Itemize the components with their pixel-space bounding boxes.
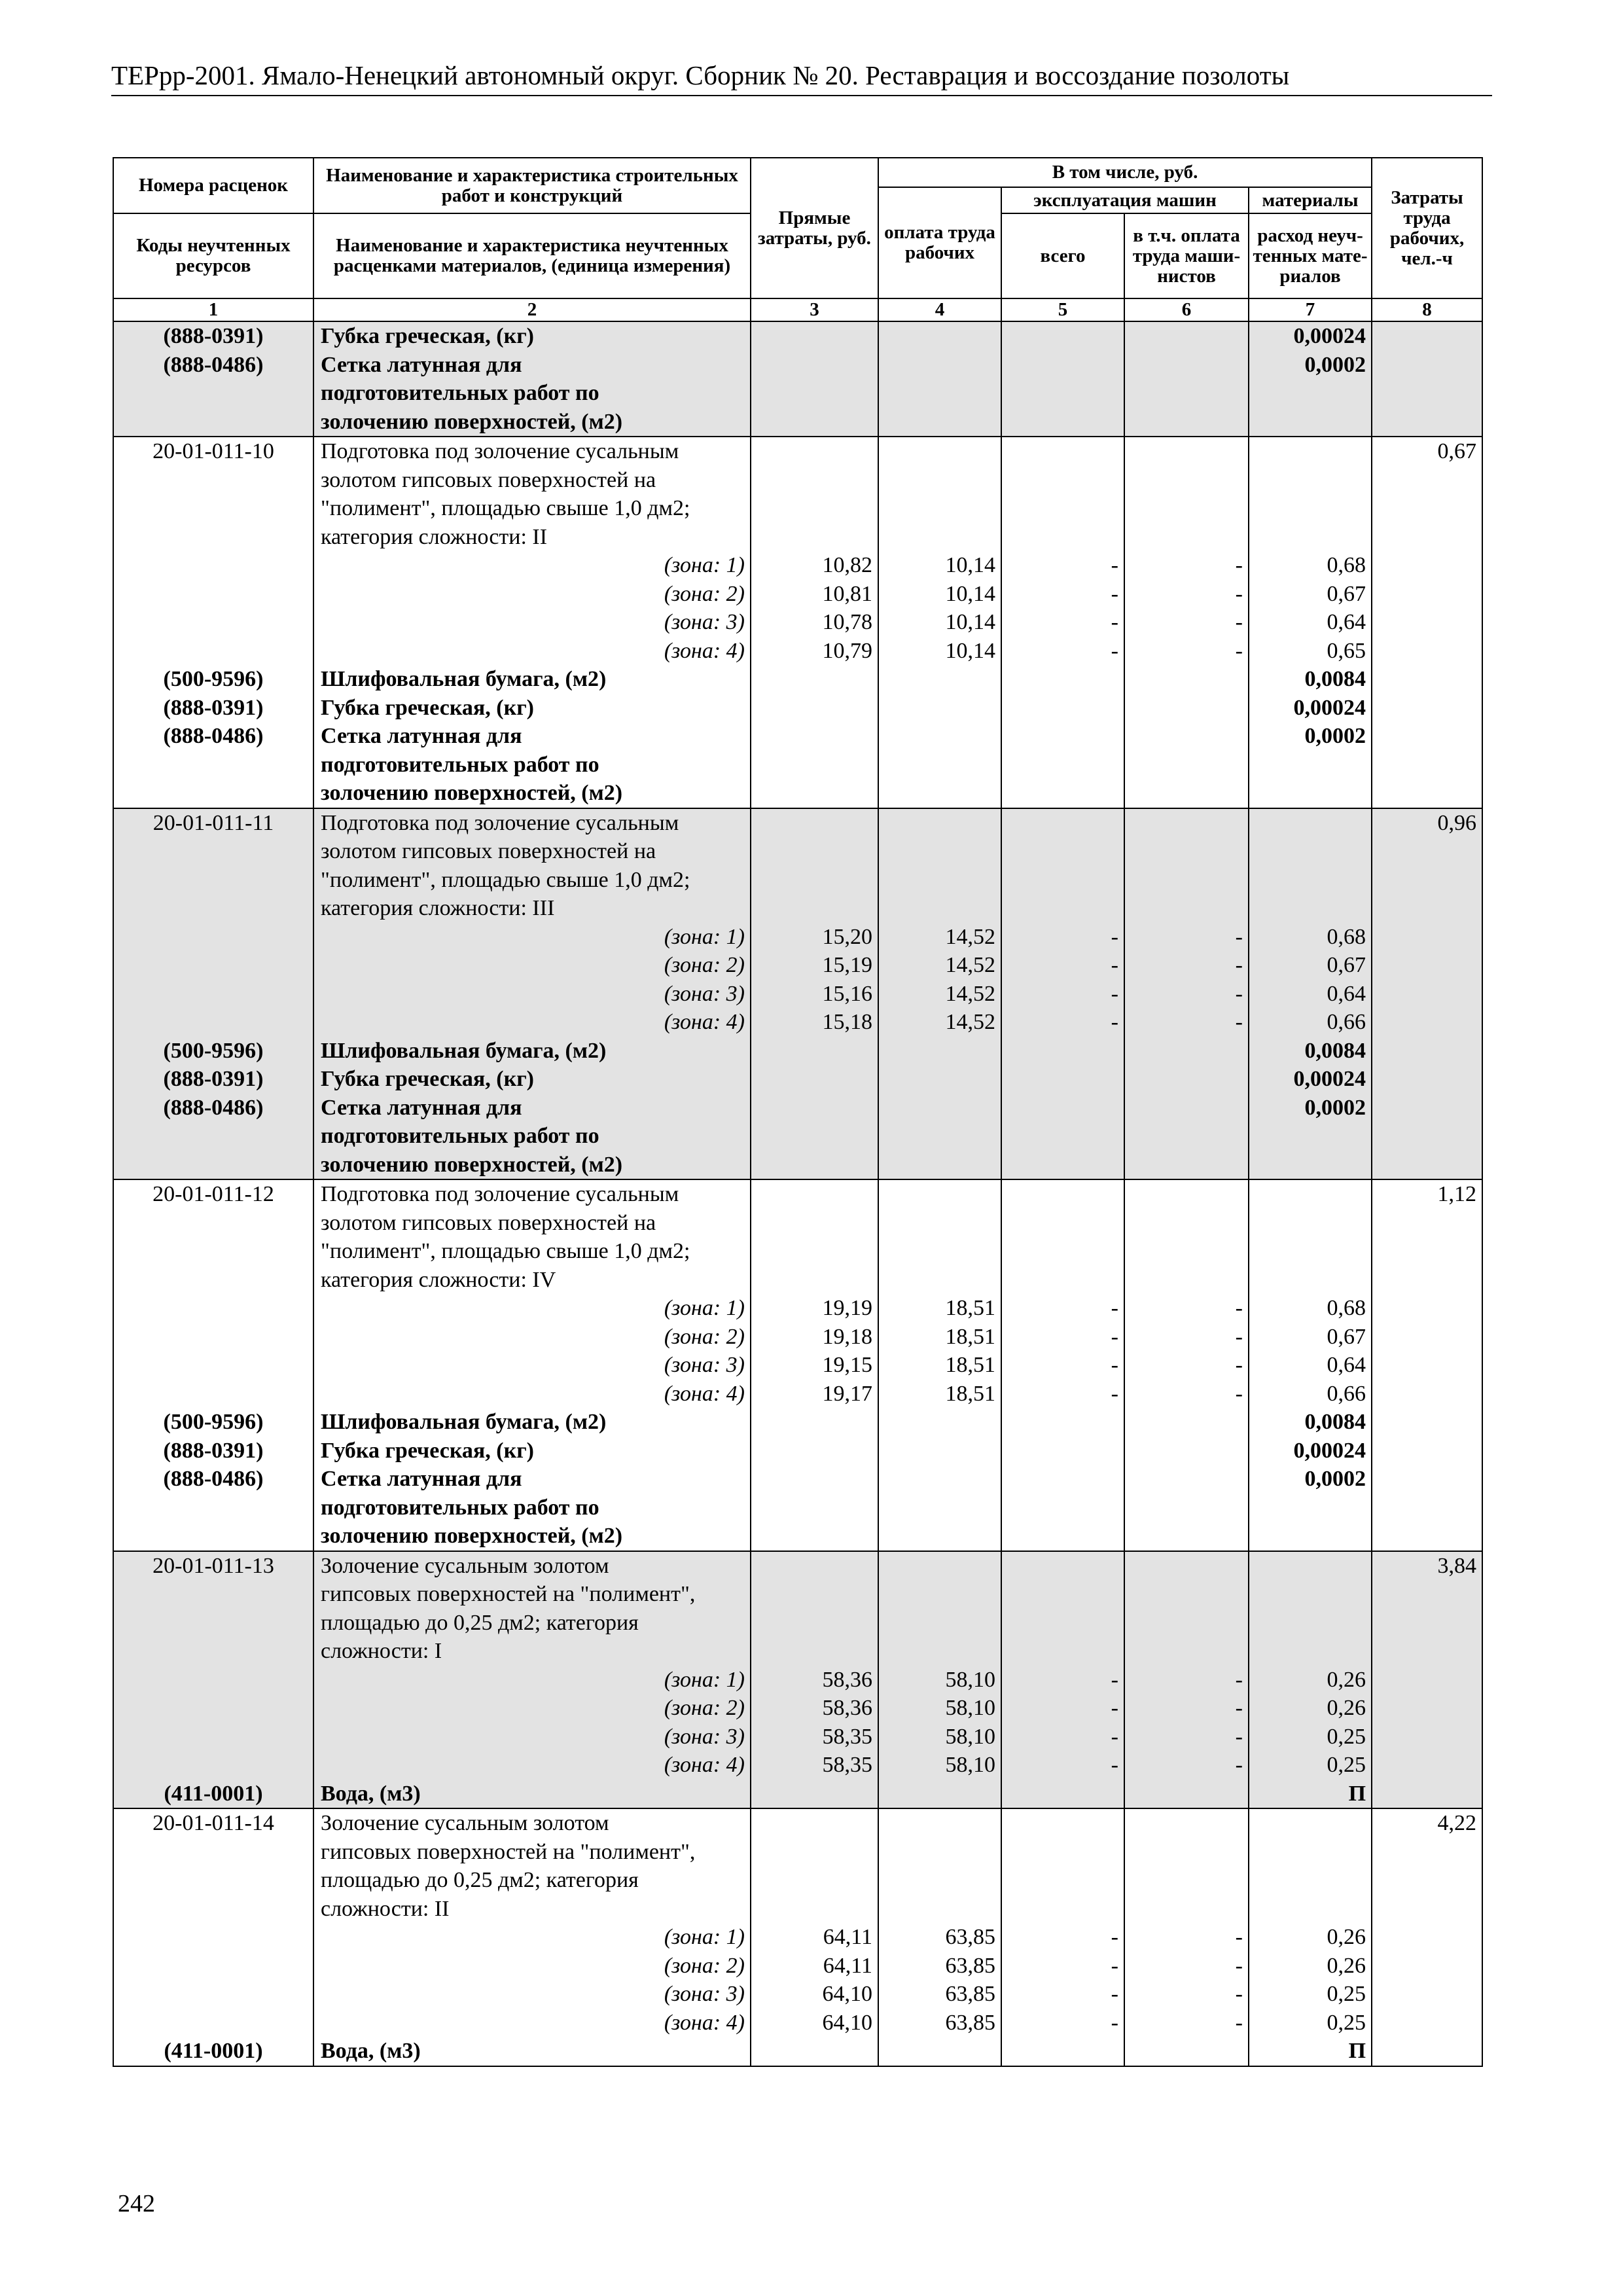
machines-total: - [1111, 1381, 1118, 1406]
header-workers-pay: оплата труда рабочих [878, 187, 1001, 298]
zone-label: (зона: 2) [664, 1953, 745, 1978]
direct-costs: 19,18 [822, 1324, 872, 1349]
zone-label: (зона: 4) [664, 2010, 745, 2035]
zone-label: (зона: 1) [664, 1925, 745, 1949]
workers-pay: 63,85 [945, 1982, 995, 2006]
machinists-pay: - [1235, 1724, 1243, 1749]
work-description-line: "полимент", площадью свыше 1,0 дм2; [321, 496, 690, 520]
work-description-line: площадью до 0,25 дм2; категория [321, 1868, 639, 1892]
work-description-line: Подготовка под золочение сусальным [321, 439, 679, 463]
machines-total: - [1111, 553, 1118, 577]
machines-total: - [1111, 953, 1118, 977]
col-number-8: 8 [1372, 298, 1482, 321]
machinists-pay: - [1235, 1381, 1243, 1406]
direct-costs: 10,81 [822, 581, 872, 606]
workers-pay: 18,51 [945, 1353, 995, 1377]
zone-label: (зона: 2) [664, 1324, 745, 1349]
resource-name-line: Сетка латунная для [321, 1095, 522, 1120]
resource-name-line: Шлифовальная бумага, (м2) [321, 1410, 607, 1434]
resource-name-line: золочению поверхностей, (м2) [321, 1152, 623, 1177]
zone-label: (зона: 2) [664, 1696, 745, 1720]
machinists-pay: - [1235, 1010, 1243, 1034]
machines-total: - [1111, 1953, 1118, 1978]
machines-total: - [1111, 1324, 1118, 1349]
materials-cost: 0,26 [1327, 1667, 1366, 1692]
machinists-pay: - [1235, 553, 1243, 577]
resource-name-line: Вода, (м3) [321, 1781, 421, 1806]
workers-pay: 63,85 [945, 1925, 995, 1949]
col-number-2: 2 [313, 298, 751, 321]
work-description-line: золотом гипсовых поверхностей на [321, 467, 656, 492]
materials-cost: 0,68 [1327, 924, 1366, 949]
machinists-pay: - [1235, 1296, 1243, 1320]
header-including: В том числе, руб. [878, 158, 1372, 187]
machinists-pay: - [1235, 638, 1243, 663]
materials-cost: 0,25 [1327, 1753, 1366, 1777]
resource-code: (888-0486) [163, 1467, 264, 1491]
resource-name-line: Вода, (м3) [321, 2039, 421, 2063]
rate-block [113, 1179, 1482, 1551]
resource-code: (888-0391) [163, 1067, 264, 1091]
machinists-pay: - [1235, 953, 1243, 977]
resource-code: (500-9596) [163, 667, 264, 691]
workers-pay: 14,52 [945, 924, 995, 949]
table-body [113, 321, 1482, 2066]
materials-cost: 0,25 [1327, 1982, 1366, 2006]
resource-code: (888-0391) [163, 324, 264, 348]
resource-code: (500-9596) [163, 1410, 264, 1434]
resource-name-line: Губка греческая, (кг) [321, 324, 534, 348]
machines-total: - [1111, 924, 1118, 949]
direct-costs: 58,35 [822, 1724, 872, 1749]
machines-total: - [1111, 981, 1118, 1006]
header-work-name: Наименование и характеристика строительных работ и конструкций [313, 158, 751, 213]
resource-name-line: Сетка латунная для [321, 724, 522, 748]
machinists-pay: - [1235, 1353, 1243, 1377]
materials-cost: 0,66 [1327, 1381, 1366, 1406]
machines-total: - [1111, 1296, 1118, 1320]
resource-code: (888-0486) [163, 352, 264, 377]
resource-name-line: Сетка латунная для [321, 1467, 522, 1491]
machines-total: - [1111, 1010, 1118, 1034]
work-description-line: категория сложности: II [321, 524, 548, 549]
header-resource-codes: Коды неучтенных ресурсов [113, 213, 313, 298]
direct-costs: 58,36 [822, 1667, 872, 1692]
resource-quantity: 0,00024 [1293, 1438, 1366, 1463]
rate-code: 20-01-011-11 [152, 810, 274, 835]
machinists-pay: - [1235, 1696, 1243, 1720]
resource-quantity: 0,0002 [1304, 724, 1366, 748]
direct-costs: 15,20 [822, 924, 872, 949]
resource-code: (500-9596) [163, 1038, 264, 1063]
workers-pay: 58,10 [945, 1753, 995, 1777]
work-description-line: "полимент", площадью свыше 1,0 дм2; [321, 867, 690, 892]
machinists-pay: - [1235, 2010, 1243, 2035]
resource-name-line: Шлифовальная бумага, (м2) [321, 667, 607, 691]
col-number-7: 7 [1249, 298, 1372, 321]
workers-pay: 63,85 [945, 2010, 995, 2035]
workers-pay: 14,52 [945, 1010, 995, 1034]
resource-quantity: 0,0084 [1304, 1410, 1366, 1434]
rate-code: 20-01-011-14 [152, 1811, 274, 1835]
resource-quantity: 0,0084 [1304, 667, 1366, 691]
workers-pay: 58,10 [945, 1724, 995, 1749]
col-number-6: 6 [1124, 298, 1249, 321]
materials-cost: 0,26 [1327, 1953, 1366, 1978]
zone-label: (зона: 4) [664, 1010, 745, 1034]
labor-costs: 0,67 [1437, 439, 1477, 463]
machinists-pay: - [1235, 981, 1243, 1006]
workers-pay: 18,51 [945, 1381, 995, 1406]
work-description-line: Золочение сусальным золотом [321, 1811, 609, 1835]
machinists-pay: - [1235, 581, 1243, 606]
machines-total: - [1111, 610, 1118, 634]
direct-costs: 64,10 [822, 1982, 872, 2006]
machines-total: - [1111, 1696, 1118, 1720]
resource-code: (411-0001) [164, 1781, 263, 1806]
direct-costs: 58,36 [822, 1696, 872, 1720]
materials-cost: 0,26 [1327, 1925, 1366, 1949]
resource-name-line: золочению поверхностей, (м2) [321, 409, 623, 434]
machinists-pay: - [1235, 610, 1243, 634]
resource-quantity: 0,0084 [1304, 1038, 1366, 1063]
work-description-line: "полимент", площадью свыше 1,0 дм2; [321, 1239, 690, 1263]
materials-cost: 0,25 [1327, 1724, 1366, 1749]
work-description-line: Подготовка под золочение сусальным [321, 1182, 679, 1206]
materials-cost: 0,65 [1327, 638, 1366, 663]
zone-label: (зона: 3) [664, 1982, 745, 2006]
work-description-line: сложности: II [321, 1896, 450, 1921]
work-description-line: площадью до 0,25 дм2; категория [321, 1610, 639, 1635]
work-description-line: категория сложности: IV [321, 1267, 556, 1292]
resource-name-line: Шлифовальная бумага, (м2) [321, 1038, 607, 1063]
work-description-line: гипсовых поверхностей на "полимент", [321, 1582, 696, 1606]
resource-name-line: Губка греческая, (кг) [321, 1067, 534, 1091]
work-description-line: золотом гипсовых поверхностей на [321, 1210, 656, 1235]
materials-cost: 0,67 [1327, 581, 1366, 606]
resource-quantity: 0,0002 [1304, 352, 1366, 377]
zone-label: (зона: 4) [664, 1753, 745, 1777]
resource-name-line: подготовительных работ по [321, 752, 599, 777]
resource-name-line: Сетка латунная для [321, 352, 522, 377]
zone-label: (зона: 1) [664, 1296, 745, 1320]
workers-pay: 58,10 [945, 1696, 995, 1720]
machinists-pay: - [1235, 1953, 1243, 1978]
machines-total: - [1111, 1753, 1118, 1777]
materials-cost: 0,26 [1327, 1696, 1366, 1720]
rate-code: 20-01-011-13 [152, 1553, 274, 1578]
resource-quantity: П [1348, 2039, 1366, 2063]
direct-costs: 19,17 [822, 1381, 872, 1406]
header-rate-numbers: Номера расценок [113, 158, 313, 213]
direct-costs: 15,16 [822, 981, 872, 1006]
materials-cost: 0,67 [1327, 1324, 1366, 1349]
materials-cost: 0,67 [1327, 953, 1366, 977]
machines-total: - [1111, 1724, 1118, 1749]
direct-costs: 10,82 [822, 553, 872, 577]
zone-label: (зона: 1) [664, 553, 745, 577]
resource-quantity: 0,0002 [1304, 1095, 1366, 1120]
workers-pay: 63,85 [945, 1953, 995, 1978]
col-number-1: 1 [113, 298, 313, 321]
work-description-line: гипсовых поверхностей на "полимент", [321, 1839, 696, 1864]
zone-label: (зона: 1) [664, 924, 745, 949]
workers-pay: 18,51 [945, 1296, 995, 1320]
materials-cost: 0,64 [1327, 981, 1366, 1006]
materials-cost: 0,64 [1327, 1353, 1366, 1377]
workers-pay: 10,14 [945, 553, 995, 577]
resource-name-line: подготовительных работ по [321, 381, 599, 405]
materials-cost: 0,68 [1327, 553, 1366, 577]
rate-block [113, 321, 1482, 437]
header-direct-costs: Прямые затраты, руб. [751, 158, 878, 298]
resource-quantity: 0,0002 [1304, 1467, 1366, 1491]
machines-total: - [1111, 1982, 1118, 2006]
rates-table [113, 157, 1483, 2067]
direct-costs: 10,79 [822, 638, 872, 663]
header-rule [111, 95, 1492, 96]
direct-costs: 19,19 [822, 1296, 872, 1320]
header-machines-total: всего [1001, 213, 1124, 298]
zone-label: (зона: 3) [664, 1724, 745, 1749]
rate-code: 20-01-011-12 [152, 1182, 274, 1206]
resource-code: (888-0486) [163, 1095, 264, 1120]
work-description-line: Подготовка под золочение сусальным [321, 810, 679, 835]
labor-costs: 1,12 [1437, 1182, 1477, 1206]
machines-total: - [1111, 1925, 1118, 1949]
header-materials-consumption: расход неуч-тенных мате-риалов [1249, 213, 1372, 298]
zone-label: (зона: 2) [664, 953, 745, 977]
rate-block [113, 1808, 1482, 2066]
direct-costs: 58,35 [822, 1753, 872, 1777]
machinists-pay: - [1235, 1324, 1243, 1349]
header-labor-costs: Затраты труда рабочих, чел.-ч [1372, 158, 1482, 298]
machines-total: - [1111, 1353, 1118, 1377]
direct-costs: 64,10 [822, 2010, 872, 2035]
machines-total: - [1111, 1667, 1118, 1692]
resource-name-line: золочению поверхностей, (м2) [321, 781, 623, 805]
header-machines: эксплуатация машин [1001, 187, 1249, 213]
resource-name-line: подготовительных работ по [321, 1495, 599, 1520]
machinists-pay: - [1235, 1982, 1243, 2006]
direct-costs: 15,18 [822, 1010, 872, 1034]
machines-total: - [1111, 581, 1118, 606]
resource-name-line: подготовительных работ по [321, 1124, 599, 1148]
zone-label: (зона: 1) [664, 1667, 745, 1692]
materials-cost: 0,64 [1327, 610, 1366, 634]
resource-code: (888-0391) [163, 1438, 264, 1463]
workers-pay: 10,14 [945, 581, 995, 606]
workers-pay: 10,14 [945, 638, 995, 663]
direct-costs: 64,11 [823, 1953, 872, 1978]
direct-costs: 19,15 [822, 1353, 872, 1377]
machines-total: - [1111, 638, 1118, 663]
rate-block [113, 1551, 1482, 1809]
workers-pay: 58,10 [945, 1667, 995, 1692]
col-number-4: 4 [878, 298, 1001, 321]
rate-code: 20-01-011-10 [152, 439, 274, 463]
labor-costs: 0,96 [1437, 810, 1477, 835]
workers-pay: 18,51 [945, 1324, 995, 1349]
resource-quantity: 0,00024 [1293, 1067, 1366, 1091]
direct-costs: 10,78 [822, 610, 872, 634]
header-machinists-pay: в т.ч. оплата труда маши-нистов [1124, 213, 1249, 298]
materials-cost: 0,66 [1327, 1010, 1366, 1034]
workers-pay: 14,52 [945, 953, 995, 977]
labor-costs: 3,84 [1437, 1553, 1477, 1578]
workers-pay: 10,14 [945, 610, 995, 634]
resource-name-line: золочению поверхностей, (м2) [321, 1524, 623, 1548]
materials-cost: 0,68 [1327, 1296, 1366, 1320]
machinists-pay: - [1235, 1667, 1243, 1692]
labor-costs: 4,22 [1437, 1811, 1477, 1835]
zone-label: (зона: 3) [664, 610, 745, 634]
header-resource-names: Наименование и характеристика неучтенных расценками материалов, (единица измерения) [313, 213, 751, 298]
resource-quantity: 0,00024 [1293, 324, 1366, 348]
resource-code: (888-0391) [163, 695, 264, 720]
header-materials: материалы [1249, 187, 1372, 213]
col-number-5: 5 [1001, 298, 1124, 321]
resource-code: (888-0486) [163, 724, 264, 748]
zone-label: (зона: 4) [664, 1381, 745, 1406]
machinists-pay: - [1235, 1925, 1243, 1949]
page-number: 242 [118, 2190, 155, 2217]
table-header [113, 158, 1482, 321]
resource-code: (411-0001) [164, 2039, 263, 2063]
running-header: ТЕРрр-2001. Ямало-Ненецкий автономный округ. Сборник № 20. Реставрация и воссоздание позолоты [111, 60, 1290, 90]
rate-block [113, 437, 1482, 808]
rate-block [113, 808, 1482, 1180]
machinists-pay: - [1235, 924, 1243, 949]
direct-costs: 15,19 [822, 953, 872, 977]
machinists-pay: - [1235, 1753, 1243, 1777]
zone-label: (зона: 4) [664, 638, 745, 663]
zone-label: (зона: 2) [664, 581, 745, 606]
work-description-line: сложности: I [321, 1639, 442, 1663]
col-number-3: 3 [751, 298, 878, 321]
work-description-line: категория сложности: III [321, 896, 555, 920]
direct-costs: 64,11 [823, 1925, 872, 1949]
zone-label: (зона: 3) [664, 1353, 745, 1377]
resource-quantity: 0,00024 [1293, 695, 1366, 720]
work-description-line: Золочение сусальным золотом [321, 1553, 609, 1578]
materials-cost: 0,25 [1327, 2010, 1366, 2035]
work-description-line: золотом гипсовых поверхностей на [321, 839, 656, 863]
workers-pay: 14,52 [945, 981, 995, 1006]
resource-name-line: Губка греческая, (кг) [321, 1438, 534, 1463]
resource-name-line: Губка греческая, (кг) [321, 695, 534, 720]
machines-total: - [1111, 2010, 1118, 2035]
resource-quantity: П [1348, 1781, 1366, 1806]
zone-label: (зона: 3) [664, 981, 745, 1006]
